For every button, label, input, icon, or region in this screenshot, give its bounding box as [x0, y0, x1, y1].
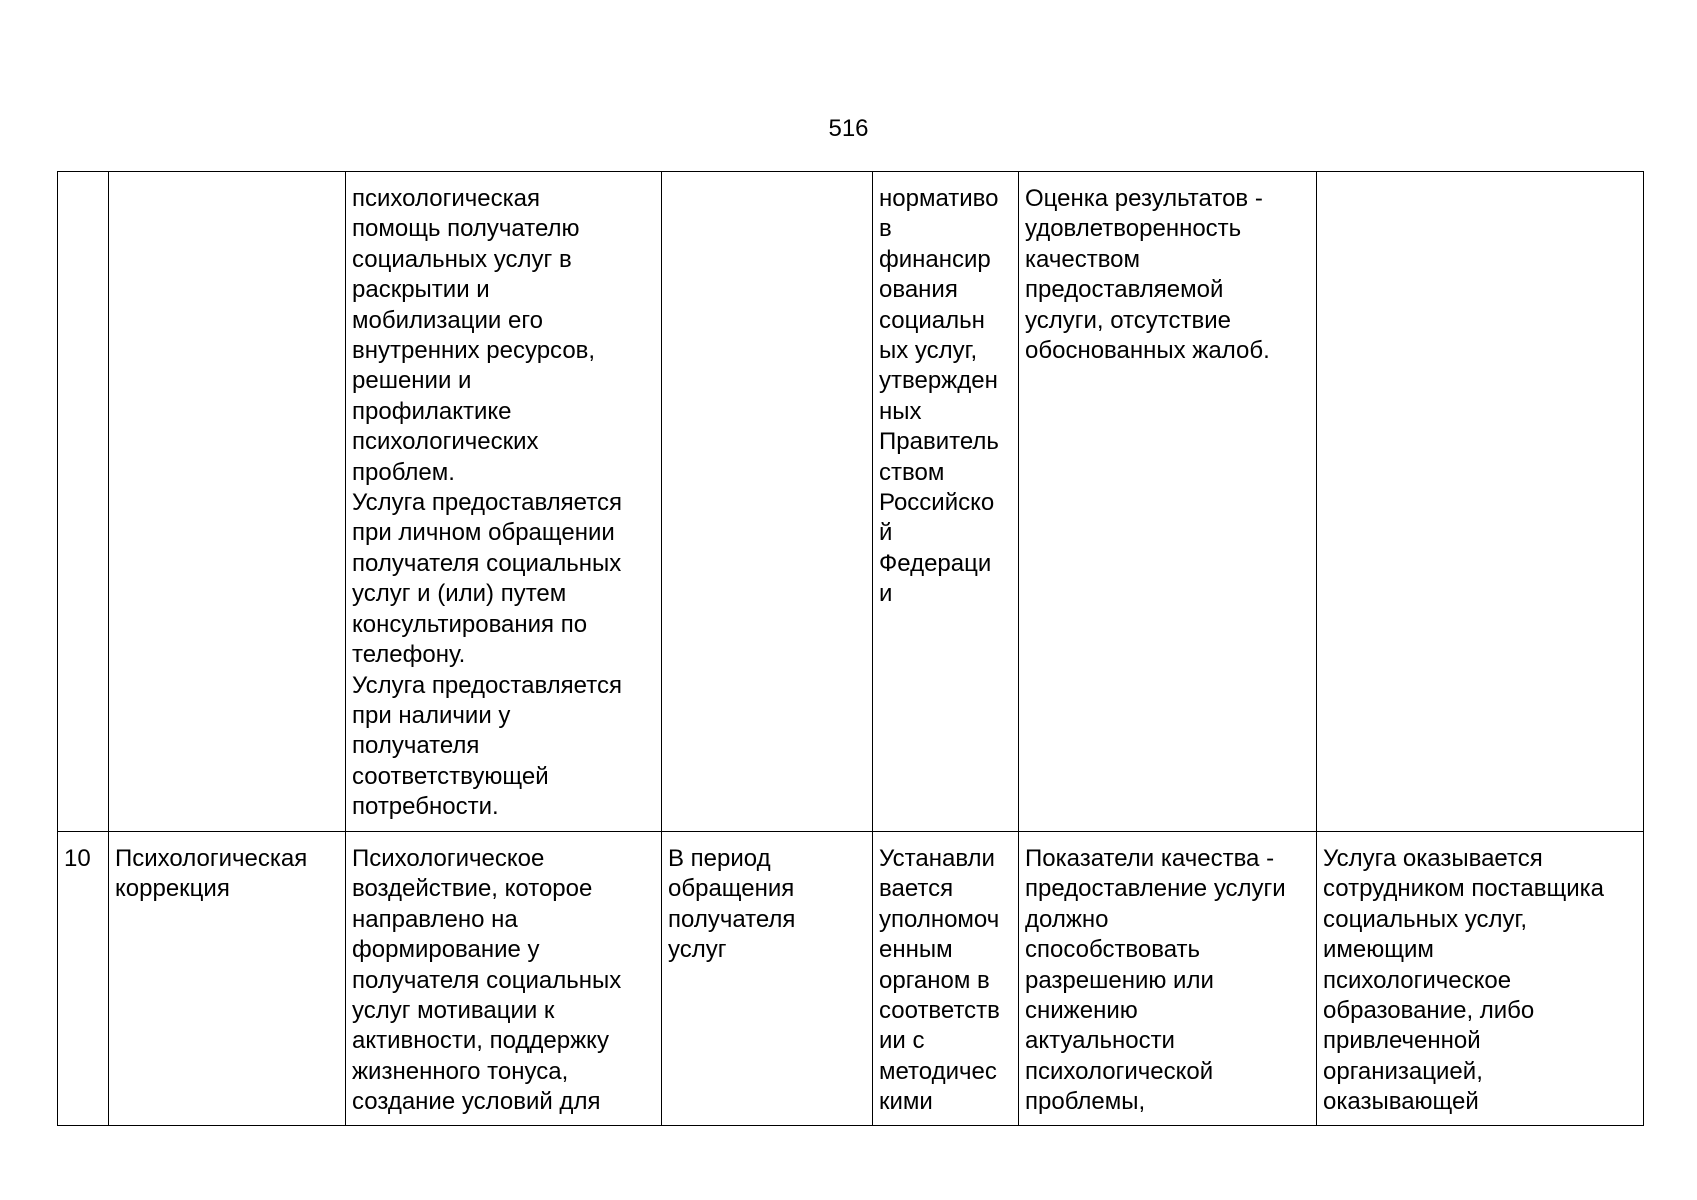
cell-quality-text: Оценка результатов - удовлетворенность качеством предоставляемой услуги, отсутствие обоснованных жалоб. — [1025, 185, 1270, 365]
cell-service-name-text: Психологическая коррекция — [115, 845, 308, 903]
cell-number — [58, 172, 109, 832]
cell-tariff-text: Устанавли вается уполномоч енным органом в соответств ии с методичес кими — [879, 845, 1000, 1116]
cell-period — [662, 172, 873, 832]
cell-service-name — [109, 832, 346, 1126]
cell-quality — [1019, 832, 1317, 1126]
cell-description-text: психологическая помощь получателю социальных услуг в раскрытии и мобилизации его внутренних ресурсов, решении и профилактике психологических проблем. Услуга предоставляется при личном обращении получателя социальных услуг и (или) путем консультирования по телефону. Услуга предоставляется при наличии у получателя соответствующей потребности. — [352, 185, 622, 821]
cell-tariff-text: нормативо в финансир ования социальн ых услуг, утвержден ных Правитель ством Российско й Федераци и — [879, 185, 999, 608]
cell-number — [58, 832, 109, 1126]
cell-period-text: В период обращения получателя услуг — [668, 845, 796, 964]
cell-quality-text: Показатели качества - предоставление услуги должно способствовать разрешению или снижению актуальности психологической проблемы, — [1025, 845, 1286, 1116]
cell-quality — [1019, 172, 1317, 832]
cell-tariff — [873, 832, 1019, 1126]
page-number: 516 — [828, 115, 869, 142]
cell-conditions-text: Услуга оказывается сотрудником поставщика социальных услуг, имеющим психологическое образование, либо привлеченной организацией, оказывающей — [1323, 845, 1605, 1116]
table-row — [58, 172, 1644, 832]
cell-description — [346, 832, 662, 1126]
cell-conditions — [1317, 832, 1644, 1126]
cell-service-name — [109, 172, 346, 832]
services-table — [57, 171, 1644, 1126]
cell-description — [346, 172, 662, 832]
cell-period — [662, 832, 873, 1126]
cell-number-text: 10 — [64, 845, 91, 872]
cell-description-text: Психологическое воздействие, которое направлено на формирование у получателя социальных услуг мотивации к активности, поддержку жизненного тонуса, создание условий для — [352, 845, 622, 1116]
table-row — [58, 832, 1644, 1126]
cell-tariff — [873, 172, 1019, 832]
cell-conditions — [1317, 172, 1644, 832]
